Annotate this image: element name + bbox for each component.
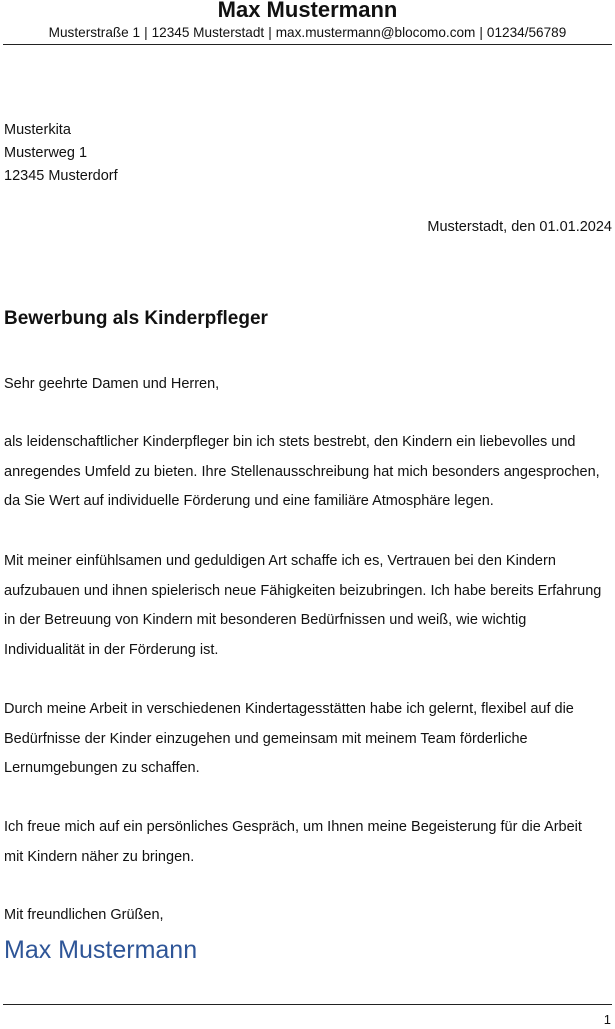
closing-phrase: Mit freundlichen Grüßen, bbox=[4, 907, 164, 923]
recipient-line: Musterweg 1 bbox=[4, 145, 88, 161]
sender-email: max.mustermann@blocomo.com bbox=[275, 25, 476, 40]
letter-subject: Bewerbung als Kinderpfleger bbox=[4, 308, 268, 329]
paragraph-line: in der Betreuung von Kindern mit besonderen Bedürfnissen und weiß, wie wichtig bbox=[4, 612, 527, 628]
body-paragraph bbox=[4, 695, 614, 784]
contact-separator: | bbox=[144, 25, 148, 40]
page-number: 1 bbox=[603, 1012, 611, 1027]
sender-city: 12345 Musterstadt bbox=[151, 25, 265, 40]
recipient-address bbox=[4, 119, 118, 188]
paragraph-line: Ich freue mich auf ein persönliches Gespräch, um Ihnen meine Begeisterung für die Arbeit bbox=[4, 819, 582, 835]
sender-phone: 01234/56789 bbox=[486, 25, 567, 40]
paragraph-line: als leidenschaftlicher Kinderpfleger bin ich stets bestrebt, den Kindern ein liebevolles und bbox=[4, 434, 576, 450]
sender-contact-line bbox=[0, 24, 615, 42]
body-paragraph bbox=[4, 813, 614, 872]
place-date: Musterstadt, den 01.01.2024 bbox=[427, 219, 612, 235]
paragraph-line: Durch meine Arbeit in verschiedenen Kindertagesstätten habe ich gelernt, flexibel auf die bbox=[4, 701, 574, 717]
sender-name: Max Mustermann bbox=[217, 0, 398, 22]
body-paragraph bbox=[4, 428, 614, 517]
contact-separator: | bbox=[268, 25, 272, 40]
footer-divider bbox=[3, 1004, 612, 1005]
paragraph-line: da Sie Wert auf individuelle Förderung und eine familiäre Atmosphäre legen. bbox=[4, 493, 494, 509]
paragraph-line: anregendes Umfeld zu bieten. Ihre Stellenausschreibung hat mich besonders angesprochen, bbox=[4, 463, 600, 480]
recipient-line: Musterkita bbox=[4, 122, 71, 138]
paragraph-line: aufzubauen und ihnen spielerisch neue Fähigkeiten beizubringen. Ich habe bereits Erfahrung bbox=[4, 582, 602, 599]
contact-separator: | bbox=[479, 25, 483, 40]
paragraph-line: Lernumgebungen zu schaffen. bbox=[4, 760, 200, 776]
salutation: Sehr geehrte Damen und Herren, bbox=[4, 376, 220, 392]
recipient-line: 12345 Musterdorf bbox=[4, 168, 118, 184]
paragraph-line: Bedürfnisse der Kinder einzugehen und gemeinsam mit meinem Team förderliche bbox=[4, 730, 528, 747]
signature-name: Max Mustermann bbox=[4, 936, 198, 964]
paragraph-line: mit Kindern näher zu bringen. bbox=[4, 848, 195, 865]
paragraph-line: Individualität in der Förderung ist. bbox=[4, 641, 219, 658]
body-paragraph bbox=[4, 547, 614, 665]
sender-street: Musterstraße 1 bbox=[48, 25, 141, 40]
paragraph-line: Mit meiner einfühlsamen und geduldigen Art schaffe ich es, Vertrauen bei den Kindern bbox=[4, 553, 556, 569]
header-divider bbox=[3, 44, 612, 45]
